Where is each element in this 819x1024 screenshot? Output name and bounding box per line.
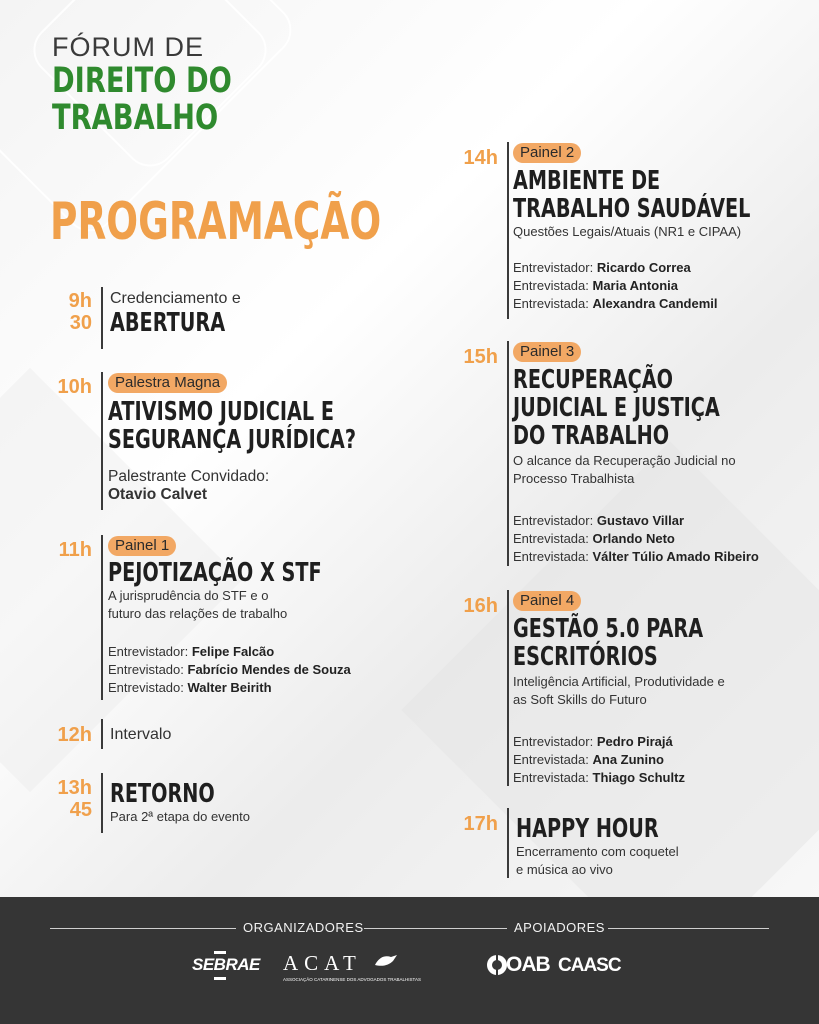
divider	[507, 142, 509, 319]
divider	[101, 287, 103, 349]
schedule-item-painel1	[108, 536, 397, 697]
item-subtitle: Questões Legais/Atuais (NR1 e CIPAA)	[513, 224, 742, 239]
supporters-label: APOIADORES	[514, 920, 605, 935]
item-title: HAPPY HOUR	[516, 814, 659, 844]
participant: Entrevistada: Válter Túlio Amado Ribeiro	[513, 549, 759, 564]
caasc-logo: CAASC	[558, 955, 621, 976]
item-subtitle: O alcance da Recuperação Judicial no	[513, 453, 736, 468]
item-subtitle: Para 2ª etapa do evento	[110, 809, 250, 824]
participant: Entrevistador: Gustavo Villar	[513, 513, 685, 528]
footer-rule	[364, 928, 507, 929]
item-text: Credenciamento e	[110, 290, 241, 307]
item-title: SEGURANÇA JURÍDICA?	[108, 425, 356, 455]
section-title: PROGRAMAÇÃO	[50, 192, 382, 252]
time-label: 17h	[463, 813, 498, 835]
item-title: RECUPERAÇÃO	[513, 365, 674, 395]
item-badge: Painel 1	[108, 536, 176, 556]
time-label: 9h 30	[68, 290, 92, 334]
item-subtitle: futuro das relações de trabalho	[108, 606, 288, 621]
item-subtitle: Inteligência Artificial, Produtividade e	[513, 674, 725, 689]
schedule-item-painel2	[513, 143, 819, 313]
item-title: RETORNO	[110, 779, 215, 809]
item-badge: Painel 4	[513, 591, 581, 611]
event-title-line2: TRABALHO	[52, 98, 219, 138]
sebrae-logo: SEBRAE	[192, 955, 260, 975]
item-badge: Palestra Magna	[108, 373, 227, 393]
oab-logo: OAB	[486, 953, 550, 977]
time-label: 12h	[57, 724, 92, 746]
time-label: 11h	[58, 539, 92, 561]
footer-rule	[608, 928, 769, 929]
schedule-item-retorno	[110, 780, 252, 826]
participant: Entrevistada: Thiago Schultz	[513, 770, 685, 785]
schedule-item-painel4	[513, 591, 770, 787]
participant: Entrevistado: Fabrício Mendes de Souza	[108, 662, 351, 677]
event-header	[52, 32, 283, 137]
participant: Entrevistada: Orlando Neto	[513, 531, 675, 546]
acat-logo: ACAT ASSOCIAÇÃO CATARINENSE DOS ADVOGADOS TRABALHISTAS	[283, 951, 421, 982]
acat-emblem-icon	[373, 953, 399, 969]
time-label: 14h	[463, 147, 498, 169]
schedule-item-painel3	[513, 342, 792, 566]
item-subtitle: as Soft Skills do Futuro	[513, 692, 647, 707]
schedule-item-happy-hour	[516, 815, 709, 879]
item-title: JUDICIAL E JUSTIÇA	[513, 393, 720, 423]
divider	[101, 719, 103, 749]
divider	[101, 535, 103, 700]
item-title: PEJOTIZAÇÃO X STF	[108, 558, 322, 588]
schedule-item-intervalo	[110, 725, 171, 745]
item-title: DO TRABALHO	[513, 421, 670, 451]
organizers-label: ORGANIZADORES	[243, 920, 364, 935]
participant: Entrevistador: Pedro Pirajá	[513, 734, 673, 749]
participant: Entrevistada: Alexandra Candemil	[513, 296, 718, 311]
divider	[101, 372, 103, 510]
item-text: Intervalo	[110, 726, 172, 743]
item-badge: Painel 2	[513, 143, 581, 163]
footer	[0, 897, 819, 1024]
oab-emblem-icon	[486, 954, 508, 976]
divider	[101, 773, 103, 833]
item-subtitle: e música ao vivo	[516, 862, 613, 877]
item-subtitle: Encerramento com coquetel	[516, 844, 679, 859]
time-label: 16h	[463, 595, 498, 617]
participant: Entrevistado: Walter Beirith	[108, 680, 272, 695]
time-label: 15h	[463, 346, 498, 368]
speaker-label: Palestrante Convidado:	[108, 468, 270, 485]
item-title: TRABALHO SAUDÁVEL	[513, 194, 751, 224]
item-title: ATIVISMO JUDICIAL E	[108, 397, 334, 427]
time-label: 13h 45	[57, 777, 92, 821]
event-pre-title: FÓRUM DE	[52, 32, 204, 62]
divider	[507, 590, 509, 786]
item-title: GESTÃO 5.0 PARA	[513, 614, 704, 644]
item-subtitle: Processo Trabalhista	[513, 471, 635, 486]
participant: Entrevistador: Felipe Falcão	[108, 644, 275, 659]
footer-rule	[50, 928, 236, 929]
item-subtitle: A jurisprudência do STF e o	[108, 588, 269, 603]
schedule-item-abertura	[110, 289, 266, 337]
time-label: 10h	[57, 376, 92, 398]
schedule-item-palestra	[108, 373, 443, 504]
item-title: AMBIENTE DE	[513, 166, 661, 196]
item-badge: Painel 3	[513, 342, 581, 362]
speaker-name: Otavio Calvet	[108, 486, 208, 503]
divider	[507, 808, 509, 878]
participant: Entrevistada: Ana Zunino	[513, 752, 664, 767]
participant: Entrevistada: Maria Antonia	[513, 278, 678, 293]
event-title-line1: DIREITO DO	[52, 61, 232, 101]
item-title: ABERTURA	[110, 308, 226, 338]
participant: Entrevistador: Ricardo Correa	[513, 260, 691, 275]
divider	[507, 341, 509, 566]
item-title: ESCRITÓRIOS	[513, 642, 658, 672]
